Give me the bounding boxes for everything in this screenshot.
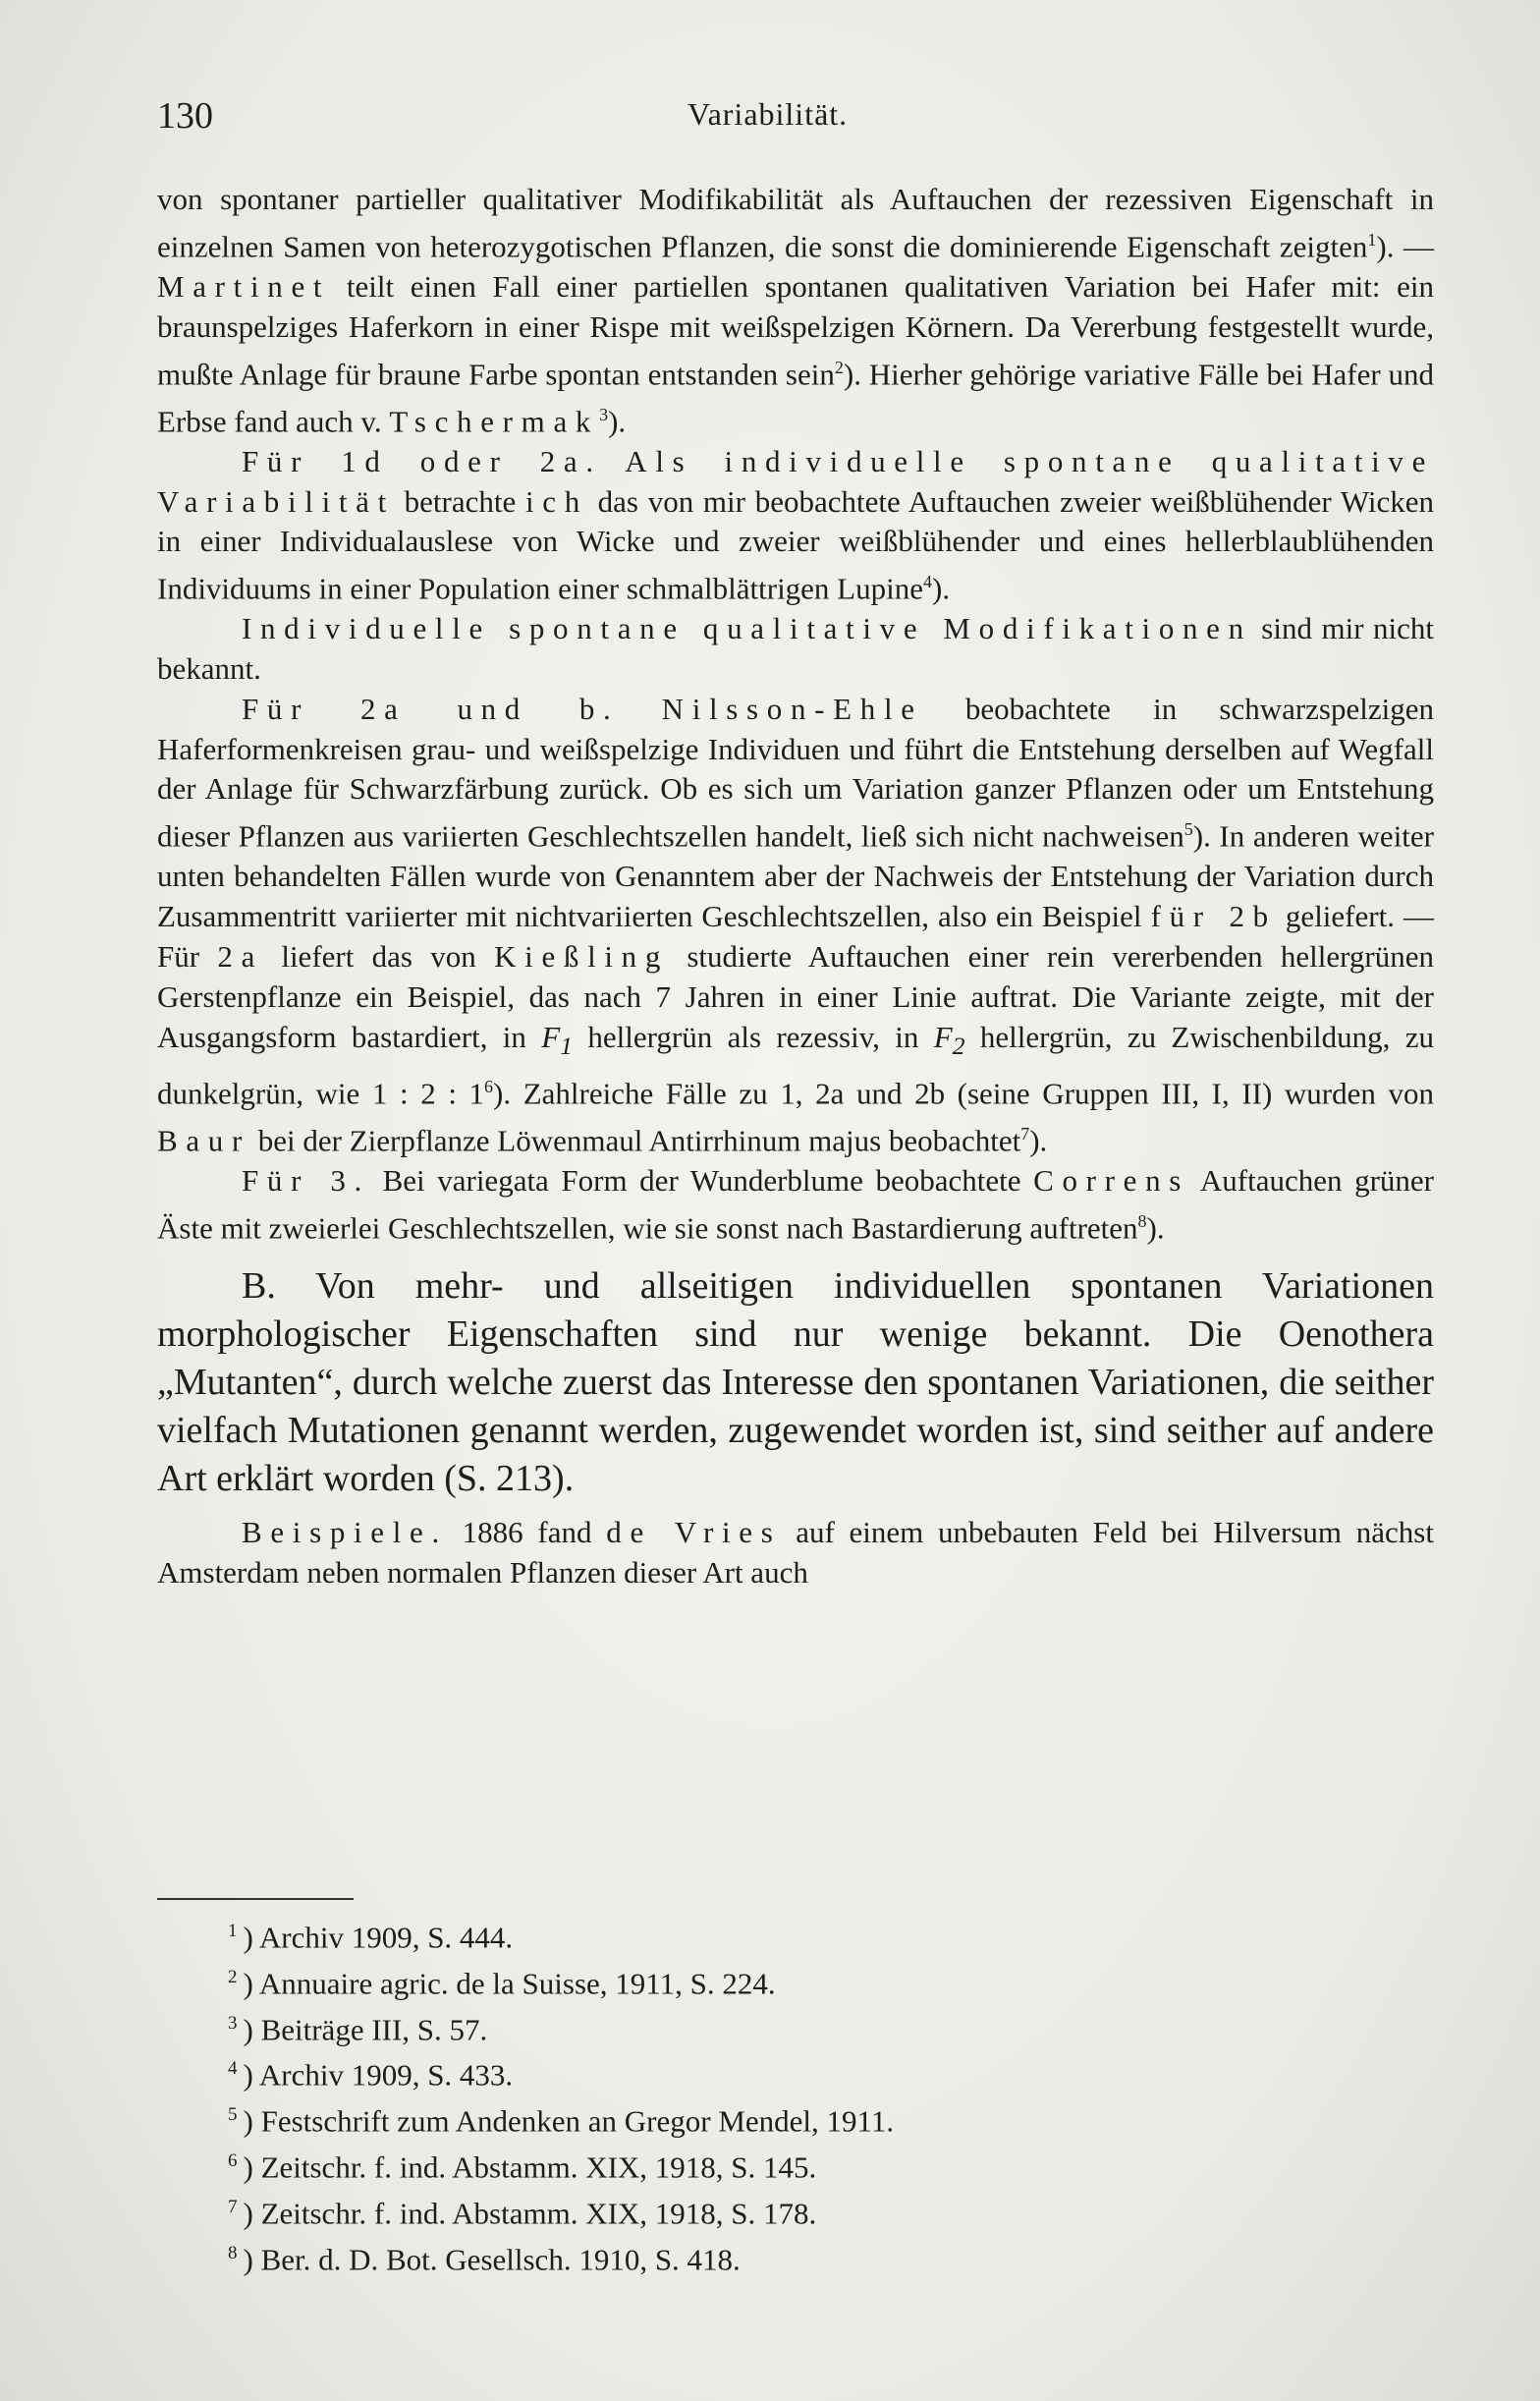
author-nilsson-ehle: Nilsson-Ehle — [661, 691, 923, 726]
footnote — [228, 2004, 1406, 2050]
text-run: geliefert. — Für — [157, 899, 1434, 974]
symbol-subscript: 1 — [560, 1031, 574, 1060]
footnote-ref-4: 4 — [923, 572, 932, 592]
footnote-ref-3: 3 — [599, 404, 609, 424]
footnote-ref-5: 5 — [1183, 819, 1193, 840]
paragraph-5 — [157, 1161, 1434, 1249]
footnote-number: 5 — [228, 2104, 238, 2126]
text-run: hellergrün als rezessiv, in — [573, 1019, 934, 1054]
running-title: Variabilität. — [688, 96, 849, 132]
page-header — [157, 94, 1434, 153]
footnote-number: 4 — [228, 2058, 238, 2080]
symbol-letter: F — [541, 1019, 561, 1054]
text-run: das von mir beobachtete Auftauchen zweier weißblühender Wicken in einer Individualauslese von Wicke und zweier weißblühender und eines hellerblaublühenden Individuums in einer Population einer schmalblättrigen Lupine — [157, 483, 1434, 606]
footnote-number: 2 — [228, 1966, 238, 1987]
emphasis-text: für 2b — [1150, 899, 1277, 934]
paragraph-1 — [157, 180, 1434, 442]
footnote-number: 8 — [228, 2242, 238, 2263]
symbol-f2 — [933, 1019, 965, 1060]
beispiele-heading: Beispiele. — [242, 1514, 448, 1549]
footnote — [228, 2142, 1406, 2188]
emphasis-text: Individuelle spontane qualitative Modifikationen — [242, 611, 1252, 646]
emphasis-text: 2a — [217, 938, 264, 974]
text-run: ). — [1146, 1209, 1165, 1245]
author-de-vries: de Vries — [606, 1514, 782, 1549]
footnote-ref-7: 7 — [1020, 1123, 1030, 1144]
text-run: hellergrün, zu Zwischenbildung, zu dunkelgrün, wie 1 : 2 : 1 — [157, 1019, 1434, 1110]
text-run: teilt einen Fall einer partiellen spontanen qualitativen Variation bei Hafer mit: ein braunspelziges Haferkorn in einer Rispe mit weißspelzigen Körnern. Da Vererbung festgestellt wurde, mußte Anlage für braune Farbe spontan entstanden sein — [157, 268, 1434, 391]
text-run: sind mir nicht bekannt. — [157, 611, 1434, 687]
text-run: bei der Zierpflanze Löwenmaul Antirrhinum majus beobachtet — [249, 1123, 1021, 1158]
footnote — [228, 2234, 1406, 2280]
text-run: studierte Auftauchen einer rein vererbenden hellergrünen Gerstenpflanze ein Beispiel, das nach 7 Jahren in einer Linie auftrat. Die Variante zeigte, mit der Ausgangsform bastardiert, in — [157, 938, 1434, 1054]
text-run: Bei variegata Form der Wunderblume beobachtete — [370, 1162, 1034, 1198]
author-tschermak: Tschermak — [389, 403, 600, 438]
footnote — [228, 2188, 1406, 2234]
symbol-subscript: 2 — [952, 1031, 965, 1060]
footnote-ref-6: 6 — [484, 1076, 494, 1096]
text-run: beobachtete in schwarzspelzigen Haferformenkreisen grau- und weißspelzige Individuen und führt die Entstehung derselben auf Wegfall der Anlage für Schwarzfärbung zurück. Ob es sich um Variation ganzer Pflanzen oder um Entstehung dieser Pflanzen aus variierten Geschlechtszellen handelt, ließ sich nicht nachweisen — [157, 691, 1434, 854]
author-martinet: Martinet — [157, 268, 331, 304]
text-run: ). — [608, 403, 627, 438]
case-heading: Für 2a und b. — [242, 691, 620, 726]
text-run: 1886 fand — [447, 1514, 607, 1549]
footnote-ref-8: 8 — [1137, 1210, 1147, 1231]
paragraph-4 — [157, 690, 1434, 1161]
author-kiessling: Kießling — [494, 938, 670, 974]
text-run: ). — [1029, 1123, 1048, 1158]
symbol-f1 — [541, 1019, 574, 1060]
text-run: betrachte — [394, 483, 525, 519]
text-run: Auftauchen grüner Äste mit zweierlei Geschlechtszellen, wie sie sonst nach Bastardierung auftreten — [157, 1162, 1434, 1245]
footnote-number: 1 — [228, 1921, 238, 1941]
case-heading: Für 3. — [242, 1162, 370, 1198]
text-run: auf einem unbebauten Feld bei Hilversum nächst Amsterdam neben normalen Pflanzen dieser Art auch — [157, 1514, 1434, 1590]
footnote-ref-1: 1 — [1367, 229, 1377, 250]
text-run: ). Zahlreiche Fälle zu 1, 2a und 2b (seine Gruppen III, I, II) wurden von — [493, 1075, 1434, 1110]
footnote-text: ) Archiv 1909, S. 433. — [243, 2057, 514, 2093]
section-b-paragraph: B. Von mehr- und allseitigen individuellen spontanen Variationen morphologischer Eigenschaften sind nur wenige bekannt. Die Oenothera „Mutanten“, durch welche zuerst das Interesse den spontanen Variationen, die seither vielfach Mutationen genannt werden, zugewendet worden ist, sind seither auf andere Art erklärt worden (S. 213). — [157, 1264, 1434, 1499]
text-run: liefert das von — [263, 938, 495, 974]
footnote-number: 3 — [228, 2012, 238, 2034]
footnote-text: ) Beiträge III, S. 57. — [243, 2011, 488, 2046]
footnote — [228, 1958, 1406, 2004]
body-text — [157, 180, 1434, 1592]
footnote — [228, 2095, 1406, 2142]
paragraph-beispiele — [157, 1513, 1434, 1593]
footnote-number: 6 — [228, 2150, 238, 2172]
footnote-text: ) Ber. d. D. Bot. Gesellsch. 1910, S. 418. — [243, 2242, 741, 2277]
text-run: von spontaner partieller qualitativer Modifikabilität als Auftauchen der rezessiven Eigenschaft in einzelnen Samen von heterozygotischen Pflanzen, die sonst die dominierende Eigenschaft zeigten — [157, 182, 1434, 264]
footnote-text: ) Zeitschr. f. ind. Abstamm. XIX, 1918, S. 178. — [243, 2196, 817, 2231]
paragraph-2 — [157, 442, 1434, 610]
author-correns: Correns — [1033, 1162, 1190, 1198]
author-baur: Baur — [157, 1123, 250, 1158]
symbol-letter: F — [933, 1019, 953, 1054]
emphasis-text: Als individuelle spontane qualitative Variabilität — [157, 443, 1435, 519]
footnote-text: ) Archiv 1909, S. 444. — [243, 1920, 514, 1955]
emphasis-text: ich — [524, 483, 588, 519]
text-run: ). — [932, 571, 951, 606]
footnote — [228, 2049, 1406, 2095]
case-heading: Für 1d oder 2a. — [242, 443, 602, 478]
text-run: ). In anderen weiter unten behandelten Fällen wurde von Genanntem aber der Nachweis der Entstehung der Variation durch Zusammentritt variierter mit nichtvariierten Geschlechtszellen, also ein Beispiel — [157, 818, 1435, 934]
footnote — [228, 1912, 1406, 1958]
footnotes — [228, 1912, 1406, 2280]
paragraph-3 — [157, 609, 1434, 690]
footnote-number: 7 — [228, 2196, 238, 2217]
footnote-text: ) Festschrift zum Andenken an Gregor Mendel, 1911. — [243, 2103, 895, 2139]
footnote-text: ) Annuaire agric. de la Suisse, 1911, S. 224. — [243, 1966, 776, 2001]
footnote-divider — [157, 1898, 354, 1900]
text-run: ). Hierher gehörige variative Fälle bei Hafer und Erbse fand auch v. — [157, 356, 1434, 438]
footnote-ref-2: 2 — [834, 357, 844, 377]
text-run: ). — — [1376, 229, 1434, 264]
page-number: 130 — [157, 95, 213, 137]
footnote-text: ) Zeitschr. f. ind. Abstamm. XIX, 1918, S. 145. — [243, 2150, 817, 2185]
